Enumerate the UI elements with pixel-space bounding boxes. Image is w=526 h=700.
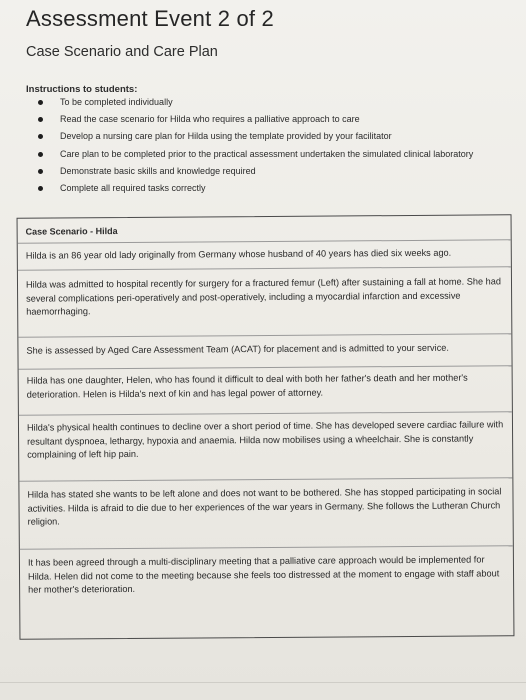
case-paragraph: Hilda has one daughter, Helen, who has found it difficult to deal with both her father's death and her mother's deterioration. Helen is Hilda's next of kin and has legal power of attorney. xyxy=(26,372,468,400)
case-paragraph: She is assessed by Aged Care Assessment Team (ACAT) for placement and is admitted to your service. xyxy=(26,342,449,356)
row-divider xyxy=(19,365,512,369)
instruction-item: To be completed individually xyxy=(36,96,496,109)
instructions-heading: Instructions to students: xyxy=(26,84,138,95)
case-paragraph: Hilda is an 86 year old lady originally from Germany whose husband of 40 years has died six weeks ago. xyxy=(25,247,452,261)
instruction-item: Complete all required tasks correctly xyxy=(36,182,496,195)
case-paragraph: It has been agreed through a multi-disciplinary meeting that a palliative care approach would be implemented for Hilda. Helen did not come to the meeting because she feels too distressed at the moment to engage with staff about her mother's deterioration. xyxy=(27,554,500,595)
case-paragraph: Hilda's physical health continues to decline over a short period of time. She has developed severe cardiac failure with resultant dyspnoea, lethargy, hypoxia and anaemia. Hilda now mobilises using a wheelchair. She is constantly complaining of left hip pain. xyxy=(26,419,504,460)
row-divider xyxy=(19,411,512,415)
row-divider xyxy=(19,477,512,481)
instruction-item: Care plan to be completed prior to the practical assessment undertaken the simulated clinical laboratory xyxy=(36,148,496,161)
case-paragraph: Hilda was admitted to hospital recently for surgery for a fractured femur (Left) after sustaining a fall at home. She had several complications peri-operatively and post-operatively, including a myocardial infarction and excessive haemorrhaging. xyxy=(25,276,501,317)
case-paragraph: Hilda has stated she wants to be left alone and does not want to be bothered. She has stopped participating in social activities. Hilda is afraid to die due to her experiences of the war years in Germany. She follows the Lutheran Church religion. xyxy=(27,486,502,527)
instruction-item: Demonstrate basic skills and knowledge required xyxy=(36,165,496,178)
row-divider xyxy=(20,545,513,549)
instruction-item: Read the case scenario for Hilda who requires a palliative approach to care xyxy=(36,113,496,126)
instructions-list xyxy=(36,96,496,199)
page-edge-line xyxy=(0,682,526,683)
row-divider xyxy=(18,333,511,337)
page-title: Assessment Event 2 of 2 xyxy=(26,6,274,31)
instruction-item: Develop a nursing care plan for Hilda using the template provided by your facilitator xyxy=(36,130,496,143)
case-scenario-box xyxy=(17,214,515,639)
page-subtitle: Case Scenario and Care Plan xyxy=(26,44,218,60)
row-divider xyxy=(18,239,511,243)
row-divider xyxy=(18,266,511,270)
case-scenario-heading: Case Scenario - Hilda xyxy=(25,226,118,237)
